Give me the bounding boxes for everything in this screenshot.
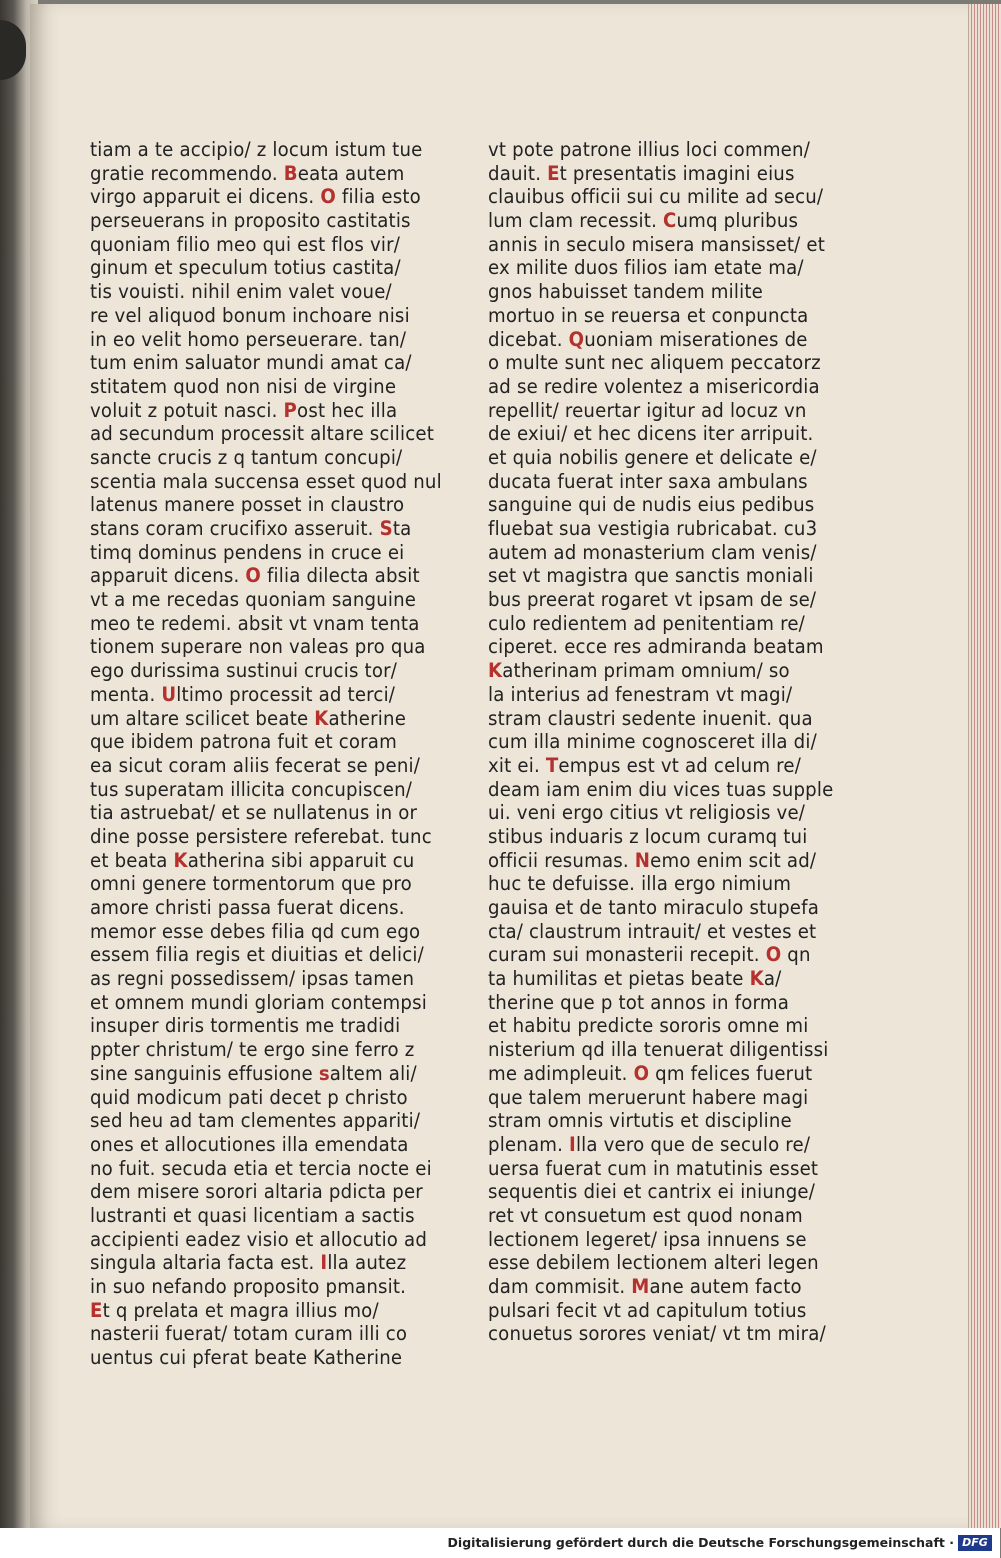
text-line: me adimpleuit. O qm felices fuerut [488, 1061, 813, 1085]
text-line: quid modicum pati decet p christo [90, 1085, 408, 1109]
rubric-initial: C [662, 209, 677, 233]
text-line: fluebat sua vestigia rubricabat. cu3 [488, 517, 818, 540]
text-line: ta humilitas et pietas beate Ka/ [488, 967, 782, 991]
text-line: singula altaria facta est. Illa autez [90, 1251, 407, 1275]
text-line: scentia mala succensa esset quod nul [90, 469, 442, 493]
text-line: latenus manere posset in claustro [90, 493, 405, 517]
text-line: dicebat. Quoniam miserationes de [488, 327, 808, 351]
rubric-initial: I [320, 1251, 328, 1275]
text-line: curam sui monasterii recepit. O qn [488, 943, 811, 967]
text-line: officii resumas. Nemo enim scit ad/ [488, 848, 817, 872]
text-line: stram claustri sedente inuenit. qua [488, 706, 813, 730]
text-line: essem filia regis et diuitias et delici/ [90, 943, 424, 967]
text-line: tus superatam illicita concupiscen/ [90, 777, 413, 801]
text-line: sine sanguinis effusione saltem ali/ [90, 1061, 417, 1085]
rubric-initial: O [633, 1061, 650, 1085]
text-line: timq dominus pendens in cruce ei [90, 540, 405, 564]
text-line: clauibus officii sui cu milite ad secu/ [488, 185, 824, 209]
text-line: ea sicut coram aliis fecerat se peni/ [90, 753, 421, 777]
text-line: sequentis diei et cantrix ei iniunge/ [488, 1180, 816, 1204]
text-line: insuper diris tormentis me tradidi [90, 1014, 401, 1038]
text-line: nasterii fuerat/ totam curam illi co [90, 1322, 408, 1346]
text-line: autem ad monasterium clam venis/ [488, 540, 817, 564]
text-line: annis in seculo misera mansisset/ et [488, 232, 826, 256]
text-line: que ibidem patrona fuit et coram [90, 730, 397, 754]
rubric-initial: E [547, 161, 560, 185]
text-line: stans coram crucifixo asseruit. Sta [90, 517, 412, 540]
text-line: as regni possedissem/ ipsas tamen [90, 967, 415, 991]
text-line: perseuerans in proposito castitatis [90, 209, 411, 233]
text-line: ad secundum processit altare scilicet [90, 422, 435, 446]
text-line: in suo nefando proposito pmansit. [90, 1275, 407, 1298]
text-line: uentus cui pferat beate Katherine [90, 1346, 403, 1370]
text-line: set vt magistra que sanctis moniali [488, 564, 814, 588]
text-line: omni genere tormentorum que pro [90, 872, 412, 896]
rubric-initial: K [749, 967, 764, 991]
text-line: dem misere sorori altaria pdicta per [90, 1180, 423, 1204]
text-line: et beata Katherina sibi apparuit cu [90, 848, 415, 872]
rubric-initial: U [161, 682, 177, 706]
text-line: et habitu predicte sororis omne mi [488, 1014, 809, 1038]
text-line: Katherinam primam omnium/ so [488, 659, 790, 683]
text-line: gnos habuisset tandem milite [488, 280, 763, 304]
text-line: stibus induaris z locum curamq tui [488, 824, 808, 848]
text-line: pulsari fecit vt ad capitulum totius [488, 1298, 807, 1322]
text-line: tum enim saluator mundi amat ca/ [90, 351, 412, 375]
rubric-initial: K [173, 848, 188, 872]
left-text-column [90, 138, 442, 1370]
rubric-initial: E [90, 1298, 103, 1322]
text-line: re vel aliquod bonum inchoare nisi [90, 303, 410, 327]
text-line: vt a me recedas quoniam sanguine [90, 588, 417, 612]
text-line: sancte crucis z q tantum concupi/ [90, 445, 403, 469]
text-line: ex milite duos filios iam etate ma/ [488, 256, 804, 280]
text-line: ginum et speculum totius castita/ [90, 256, 401, 280]
rubric-initial: I [568, 1132, 576, 1156]
text-line: lustranti et quasi licentiam a sactis [90, 1203, 415, 1227]
text-line: ciperet. ecce res admiranda beatam [488, 635, 824, 659]
text-line: de exiui/ et hec dicens iter arripuit. [488, 422, 814, 446]
text-line: repellit/ reuertar igitur ad locuz vn [488, 398, 807, 422]
rubric-initial: B [283, 161, 298, 185]
text-line: plenam. Illa vero que de seculo re/ [488, 1132, 811, 1156]
funding-credit: Digitalisierung gefördert durch die Deutsche Forschungsgemeinschaft · [447, 1535, 954, 1550]
text-line: menta. Ultimo processit ad terci/ [90, 682, 396, 706]
dfg-logo: DFG [958, 1535, 992, 1551]
text-line: um altare scilicet beate Katherine [90, 706, 407, 730]
text-line: esse debilem lectionem alteri legen [488, 1251, 819, 1275]
rubric-initial: Q [568, 327, 585, 351]
text-line: dam commisit. Mane autem facto [488, 1275, 802, 1298]
text-line: nisterium qd illa tenuerat diligentissi [488, 1038, 829, 1062]
text-line: ego durissima sustinui crucis tor/ [90, 659, 398, 683]
text-line: ui. veni ergo citius vt religiosis ve/ [488, 801, 806, 825]
rubric-initial: s [318, 1061, 330, 1085]
text-line: uersa fuerat cum in matutinis esset [488, 1156, 819, 1180]
text-line: la interius ad fenestram vt magi/ [488, 682, 793, 706]
rubric-initial: K [314, 706, 329, 730]
rubric-initial: O [245, 564, 262, 588]
text-line: Et q prelata et magra illius mo/ [90, 1298, 379, 1322]
text-line: stram omnis virtutis et discipline [488, 1109, 792, 1133]
text-line: dauit. Et presentatis imagini eius [488, 161, 795, 185]
rubric-initial: N [634, 848, 651, 872]
text-line: tiam a te accipio/ z locum istum tue [90, 138, 423, 161]
text-line: huc te defuisse. illa ergo nimium [488, 872, 792, 896]
text-line: in eo velit homo perseuerare. tan/ [90, 327, 407, 351]
text-line: memor esse debes filia qd cum ego [90, 919, 421, 943]
text-line: stitatem quod non nisi de virgine [90, 374, 397, 398]
text-line: vt pote patrone illius loci commen/ [488, 138, 810, 161]
text-line: deam iam enim diu vices tuas supple [488, 777, 834, 801]
text-line: ones et allocutiones illa emendata [90, 1132, 409, 1156]
text-line: tia astruebat/ et se nullatenus in or [90, 801, 418, 825]
right-text-column [488, 138, 834, 1346]
text-line: bus preerat rogaret vt ipsam de se/ [488, 588, 817, 612]
text-line: ad se redire volentez a misericordia [488, 374, 820, 398]
rubric-initial: K [488, 659, 503, 683]
text-line: sanguine qui de nudis eius pedibus [488, 493, 815, 517]
text-line: dine posse persistere referebat. tunc [90, 824, 432, 848]
rubric-initial: P [283, 398, 298, 422]
text-line: ret vt consuetum est quod nonam [488, 1203, 803, 1227]
rubric-initial: S [379, 517, 393, 540]
text-line: conuetus sorores veniat/ vt tm mira/ [488, 1322, 826, 1346]
text-line: culo redientem ad penitentiam re/ [488, 611, 805, 635]
text-line: sed heu ad tam clementes appariti/ [90, 1109, 421, 1133]
text-line: cta/ claustrum intrauit/ et vestes et [488, 919, 817, 943]
text-line: tis vouisti. nihil enim valet voue/ [90, 280, 392, 304]
text-line: accipienti eadez visio et allocutio ad [90, 1227, 428, 1251]
rubric-initial: O [765, 943, 782, 967]
text-line: ppter christum/ te ergo sine ferro z [90, 1038, 415, 1062]
text-line: apparuit dicens. O filia dilecta absit [90, 564, 420, 588]
text-line: cum illa minime cognosceret illa di/ [488, 730, 817, 754]
text-line: quoniam filio meo qui est flos vir/ [90, 232, 401, 256]
text-line: gratie recommendo. Beata autem [90, 161, 405, 185]
text-line: gauisa et de tanto miraculo stupefa [488, 896, 820, 919]
text-line: o multe sunt nec aliquem peccatorz [488, 351, 821, 375]
text-line: xit ei. Tempus est vt ad celum re/ [488, 753, 802, 777]
text-line: lum clam recessit. Cumq pluribus [488, 209, 799, 233]
text-line: ducata fuerat inter saxa ambulans [488, 469, 808, 493]
text-line: therine que p tot annos in forma [488, 990, 790, 1014]
footer-bar [0, 1528, 1000, 1558]
rubric-initial: O [320, 185, 336, 209]
page-fore-edge [968, 4, 1001, 1528]
rubric-initial: T [545, 753, 559, 777]
text-line: et omnem mundi gloriam contempsi [90, 990, 427, 1014]
text-line: lectionem legeret/ ipsa innuens se [488, 1227, 807, 1251]
text-line: meo te redemi. absit vt vnam tenta [90, 611, 420, 635]
text-line: no fuit. secuda etia et tercia nocte ei [90, 1156, 432, 1180]
text-line: que talem meruerunt habere magi [488, 1085, 809, 1109]
rubric-initial: M [631, 1275, 650, 1298]
text-line: amore christi passa fuerat dicens. [90, 896, 405, 919]
text-line: et quia nobilis genere et delicate e/ [488, 445, 817, 469]
text-line: mortuo in se reuersa et conpuncta [488, 303, 809, 327]
text-line: virgo apparuit ei dicens. O filia esto [90, 185, 421, 209]
text-line: voluit z potuit nasci. Post hec illa [90, 398, 398, 422]
text-line: tionem superare non valeas pro qua [90, 635, 426, 659]
